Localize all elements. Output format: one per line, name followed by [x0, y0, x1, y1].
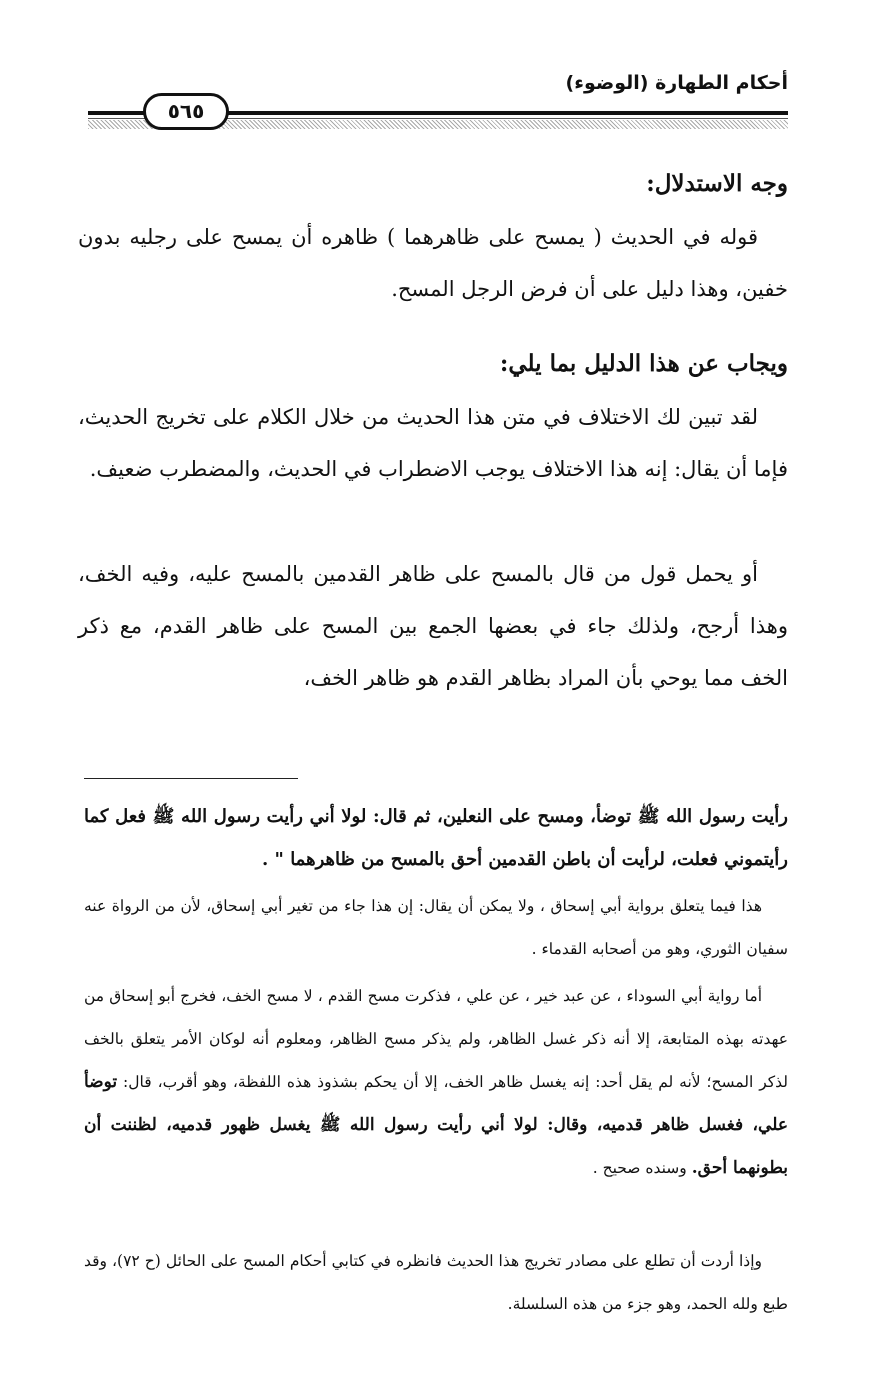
heading-inference: وجه الاستدلال: — [646, 170, 788, 197]
footnote-paragraph-1: هذا فيما يتعلق برواية أبي إسحاق ، ولا يمكن أن يقال: إن هذا جاء من تغير أبي إسحاق، لأن من الرواة عنه سفيان الثوري، وهو من أصحابه القدماء . — [84, 897, 788, 958]
footnote-paragraph-2-end: وسنده صحيح . — [592, 1159, 687, 1177]
footnote-hadith-quote: رأيت رسول الله ﷺ توضأ، ومسح على النعلين، ثم قال: لولا أني رأيت رسول الله ﷺ فعل كما رأيتموني فعلت، لرأيت أن باطن القدمين أحق بالمسح من ظاهرهما " . — [84, 806, 788, 870]
heading-response: ويجاب عن هذا الدليل بما يلي: — [499, 350, 788, 377]
footnote-separator — [84, 778, 298, 779]
footnote-paragraph-2 — [84, 975, 788, 1190]
footnote-paragraph-2-quote: توضأ علي، فغسل ظاهر قدميه، وقال: لولا أني رأيت رسول الله ﷺ يغسل ظهور قدميه، لظننت أن بطونهما أحق. — [84, 1072, 788, 1178]
paragraph-response-2: أو يحمل قول من قال بالمسح على ظاهر القدمين بالمسح عليه، وفيه الخف، وهذا أرجح، ولذلك جاء في بعضها الجمع بين المسح على ظاهر القدم، مع ذكر الخف مما يوحي بأن المراد بظاهر القدم هو ظاهر الخف، — [78, 562, 788, 690]
paragraph-response-1: لقد تبين لك الاختلاف في متن هذا الحديث من خلال الكلام على تخريج الحديث، فإما أن يقال: إنه هذا الاختلاف يوجب الاضطراب في الحديث، والمضطرب ضعيف. — [78, 405, 788, 481]
running-title: أحكام الطهارة (الوضوء) — [565, 72, 788, 94]
paragraph-inference: قوله في الحديث ( يمسح على ظاهرهما ) ظاهره أن يمسح على رجليه بدون خفين، وهذا دليل على أن فرض الرجل المسح. — [78, 225, 788, 301]
page-number: ٥٦٥ — [143, 93, 229, 130]
footnote-paragraph-2-text: أما رواية أبي السوداء ، عن عبد خير ، عن علي ، فذكرت مسح القدم ، لا مسح الخف، فخرج أبو إسحاق من عهدته بهذه المتابعة، إلا أنه ذكر غسل الظاهر، ولم يذكر مسح الظاهر، ومعلوم أنه لوكان الأمر يتعلق بالخف لذكر المسح؛ لأنه لم يقل أحد: إنه يغسل ظاهر الخف، إلا أن يحكم بشذوذ هذه اللفظة، وهو أقرب، قال: — [84, 987, 788, 1091]
footnote-paragraph-3: وإذا أردت أن تطلع على مصادر تخريج هذا الحديث فانظره في كتابي أحكام المسح على الحائل (ح ٧٢)، وقد طبع ولله الحمد، وهو جزء من هذه السلسلة. — [84, 1252, 788, 1313]
